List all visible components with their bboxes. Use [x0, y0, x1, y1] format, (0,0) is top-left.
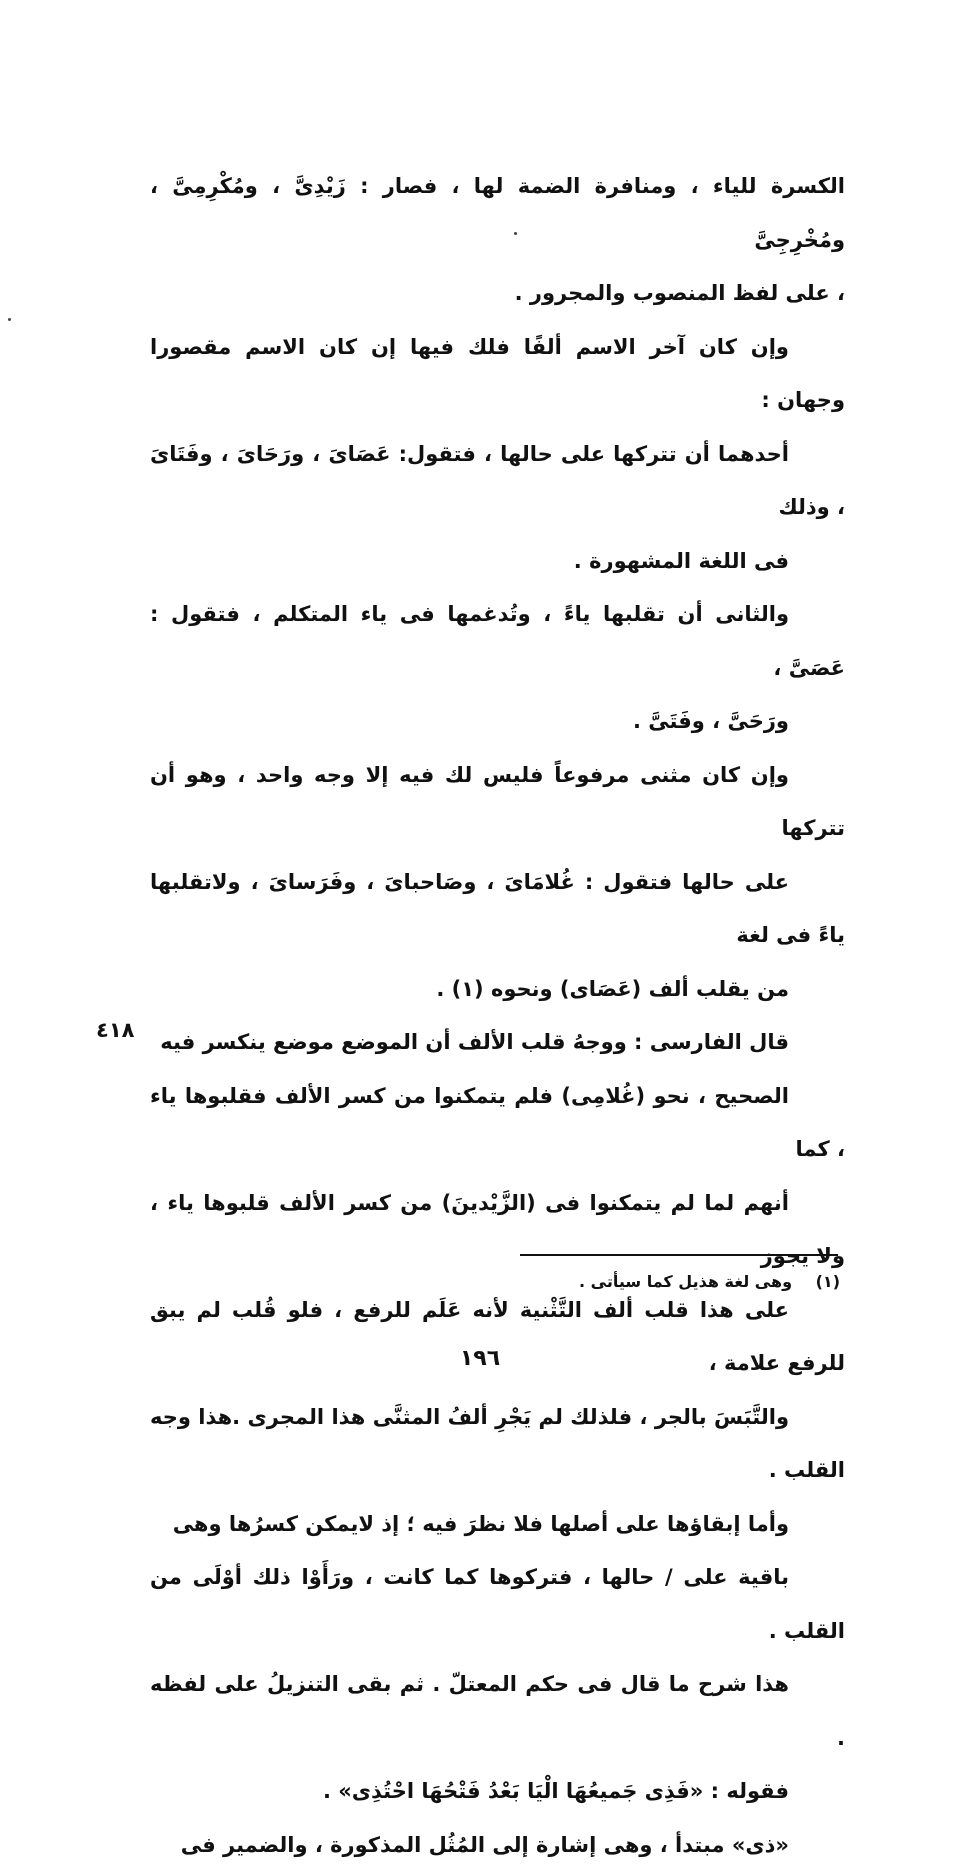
text-line: ، على لفظ المنصوب والمجرور . — [150, 267, 845, 321]
text-line: وإن كان مثنى مرفوعاً فليس لك فيه إلا وجه واحد ، وهو أن تتركها — [150, 749, 845, 856]
paragraph — [150, 321, 845, 589]
text-line: وأما إبقاؤها على أصلها فلا نظرَ فيه ؛ إذ لايمكن كسرُها وهى — [150, 1498, 845, 1552]
text-line: الكسرة للياء ، ومنافرة الضمة لها ، فصار : زَيْدِىَّ ، ومُكْرِمِىَّ ، ومُخْرِجِىَّ — [150, 160, 845, 267]
text-line: قال الفارسى : ووجهُ قلب الألف أن الموضع موضع ينكسر فيه — [150, 1016, 845, 1070]
paragraph — [150, 1016, 845, 1498]
footnote-text: وهى لغة هذيل كما سيأتى . — [579, 1272, 792, 1291]
margin-page-reference: ٤١٨ — [96, 1018, 134, 1042]
text-line: وإن كان آخر الاسم ألفًا فلك فيها إن كان الاسم مقصورا وجهان : — [150, 321, 845, 428]
text-line: الصحيح ، نحو (غُلامِى) فلم يتمكنوا من كسر الألف فقلبوها ياء ، كما — [150, 1070, 845, 1177]
text-line: على هذا قلب ألف التَّثْنية لأنه عَلَم للرفع ، فلو قُلب لم يبق للرفع علامة ، — [150, 1284, 845, 1391]
text-line: فقوله : «فَذِى جَميعُهَا الْيَا بَعْدُ فَتْحُهَا احْتُذِى» . — [150, 1765, 845, 1819]
footnote-divider — [520, 1254, 838, 1256]
paragraph — [150, 160, 845, 321]
text-line: هذا شرح ما قال فى حكم المعتلّ . ثم بقى التنزيلُ على لفظه . — [150, 1658, 845, 1765]
page-number: ١٩٦ — [380, 1346, 580, 1371]
body-text — [150, 160, 845, 1872]
text-line: من يقلب ألف (عَصَاى) ونحوه (١) . — [150, 963, 845, 1017]
paragraph — [150, 1819, 845, 1872]
paragraph — [150, 1658, 845, 1765]
text-line: باقية على / حالها ، فتركوها كما كانت ، ورَأَوْا ذلك أوْلَى من القلب . — [150, 1551, 845, 1658]
text-line: على حالها فتقول : غُلامَاىَ ، وصَاحباىَ ، وفَرَساىَ ، ولاتقلبها ياءً فى لغة — [150, 856, 845, 963]
paragraph — [150, 1765, 845, 1819]
text-line: والثانى أن تقلبها ياءً ، وتُدغمها فى ياء المتكلم ، فتقول : عَصَىَّ ، — [150, 588, 845, 695]
paragraph — [150, 588, 845, 749]
footnote-number: (١) — [816, 1272, 840, 1291]
paragraph — [150, 1498, 845, 1659]
paragraph — [150, 749, 845, 1017]
footnote — [400, 1272, 840, 1291]
text-line: والتَّبَسَ بالجر ، فلذلك لم يَجْرِ ألفُ المثنَّى هذا المجرى .هذا وجه القلب . — [150, 1391, 845, 1498]
text-line: أنهم لما لم يتمكنوا فى (الزَّيْدينَ) من كسر الألف قلبوها ياء ، ولا يجوز — [150, 1177, 845, 1284]
text-line: فى اللغة المشهورة . — [150, 535, 845, 589]
text-line: ورَحَىَّ ، وفَتَىَّ . — [150, 695, 845, 749]
scan-speck — [8, 318, 11, 321]
text-line: أحدهما أن تتركها على حالها ، فتقول: عَصَاىَ ، ورَحَاىَ ، وفَتَاىَ ، وذلك — [150, 428, 845, 535]
text-line: «ذى» مبتدأ ، وهى إشارة إلى المُثُل المذكورة ، والضمير فى — [150, 1819, 845, 1872]
